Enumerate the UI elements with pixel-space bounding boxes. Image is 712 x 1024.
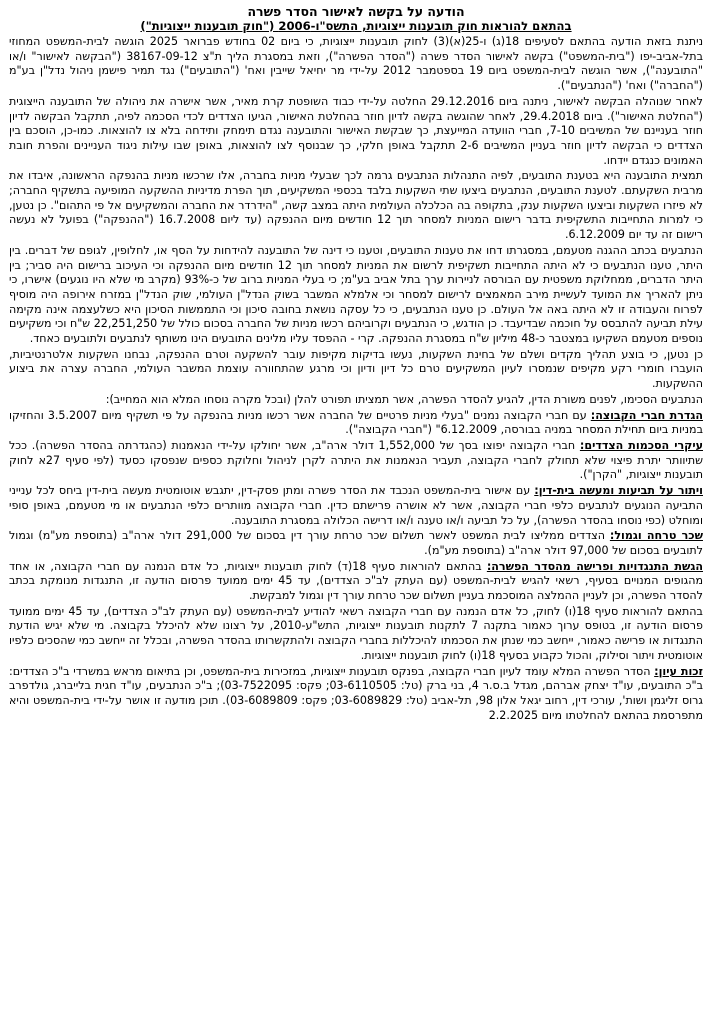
settlement-intro-paragraph: הנתבעים הסכימו, לפנים משורת הדין, להגיע להסדר הפשרה, אשר תמציתו תפורט להלן (ובכל מקרה נוסחו המלא הוא המחייב): xyxy=(105,392,703,406)
section-objections xyxy=(9,560,703,604)
claim-summary-paragraph: תמצית התובענה היא בטענת התובעים, לפיה התנהלות הנתבעים גרמה לכך שבעלי מניות בחברה, אלו שרכשו מניות בהנפקה הראשונה, איבדו את מרבית השקעתם. לטענת התובעים, הנתבעים ביצעו שתי השקעות בלבד בכספי המשקיעים, תוך הפרת מדיניות ההשקעה המופיעה בתשקיף החברה; לא פיזרו השקעות וביצעו השקעות ענק, בתקופה בה הכלכלה העולמית היתה במצב קשה, "הידרדר את החברה והמשקיעים אל פי התהום". כן נטען, כי למרות התחייבות התשקיפית בדבר רישום המניות למסחר תוך 12 חודשים מיום ההנפקה (עד ליום 16.7.2008 ("ההנפקה") בפועל לא נעשה רישום זה עד יום 6.12.2009. xyxy=(9,169,704,242)
section-class-definition xyxy=(9,409,703,438)
notice-title: הודעה על בקשה לאישור הסדר פשרה xyxy=(247,4,465,19)
review-text: הסדר הפשרה המלא עומד לעיון חברי הקבוצה, בפנקס תובענות ייצוגיות, במזכירות בית-המשפט, וכן בתיאום מראש במשרדי ב"כ הצדדים: ב"כ התובעים, עו"ד יצחק אברהם, מגדל ב.ס.ר 4, בני ברק (טל: 03-6110505; פקס: 03-7522095); ב"כ הנתבעים, עו"ד חגית בלייברג, גולדפרב גרוס זליגמן ושות', עורכי דין, רחוב יגאל אלון 98, תל-אביב (טל: 03-6089829; פקס: 03-6089809). תוכן מודעה זו אושר על-ידי בית-המשפט והיא מתפרסמת בהתאם להחלטתו מיום 2.2.2025 xyxy=(9,664,704,722)
section-heading: ויתור על תביעות ומעשה בית-דין: xyxy=(534,484,703,498)
section-text: עם חברי הקבוצה נמנים "בעלי מניות פרטיים של החברה אשר רכשו מניות בהנפקה על פי תשקיף מיום 3.5.2007 והחזיקו במניות ביום תחילת המסחר במניה בבורסה, 6.12.2009" ("חברי הקבוצה"). xyxy=(9,408,703,437)
intro-paragraph: ניתנת בזאת הודעה בהתאם לסעיפים 18(ג) ו-25(א)(3) לחוק תובענות ייצוגיות, כי ביום 02 בחודש פברואר 2025 הוגשה לבית-המשפט המחוזי בתל-אביב-יפו ("בית-המשפט") בקשה לאישור הסדר פשרה ("הסדר הפשרה"), וזאת במסגרת הליך ת"צ 38167-09-12 ("הבקשה לאישור" ו/או "התובענה"), אשר הוגשה לבית-המשפט ביום 19 בספטמבר 2012 על-ידי מר יחיאל שייבין ואח' ("התובעים") נגד תמיר פישמן ניהול נדל"ן בע"מ ("החברה") ואח' ("הנתבעים"). xyxy=(9,35,704,93)
section-heading: הגדרת חברי הקבוצה: xyxy=(590,408,703,422)
section-settlement-terms xyxy=(9,439,703,483)
section-text: הצדדים ממליצו לבית המשפט לאשר תשלום שכר טרחת עורך דין בסכום של 291,000 דולר ארה"ב (בתוספת מע"מ) וגמול לתובעים בסכום של 97,000 דולר ארה"ב (בתוספת מע"מ). xyxy=(9,529,703,557)
notice-subtitle: בהתאם להוראות חוק תובענות ייצוגיות, התשס"ו-2006 ("חוק תובענות ייצוגיות") xyxy=(140,19,572,33)
section-fees xyxy=(9,529,703,558)
section-text: בהתאם להוראות סעיף 18(ד) לחוק תובענות ייצוגיות, כל אדם הנמנה עם חברי הקבוצה, או אחד מהגופים המנויים בסעיף, רשאי להגיש לבית-המשפט (עם העתק לב"כ הצדדים), עד 45 ימים ממועד פרסום הודעה זו, התנגדות מנומקת בכתב להסדר הפשרה, וכן לעניין ההמלצה המוסכמת בעניין תשלום שכר טרחת עורך דין וגמול למבקשת. xyxy=(9,559,703,603)
section-waiver xyxy=(9,484,703,528)
defense-continued-paragraph: כן נטען, כי בוצע תהליך מקדים ושלם של בחינת השקעות, נעשו בדיקות מקיפות עובר להשקעה וטרם ההנפקה, נבחנו השקעות אלטרנטיביות, הועברו חומרי רקע מקיפים שנמסרו לעיון המשקיעים טרם כל דיון ודיון וכי מרגע שהתחוורה עוצמת המשבר העולמי, החברה עצרה את ביצוע ההשקעות. xyxy=(9,347,703,391)
review-heading: זכות עיון: xyxy=(654,664,703,678)
section-heading: עיקרי הסכמות הצדדים: xyxy=(579,438,703,452)
opt-out-paragraph: בהתאם להוראות סעיף 18(ו) לחוק, כל אדם הנמנה עם חברי הקבוצה רשאי להודיע לבית-המשפט (עם העתק לב"כ הצדדים), עד 45 ימים ממועד פרסום הודעה זו, בטופס ערוך כאמור בתקנה 7 לתקנות תובענות ייצוגיות, התש"ע-2010, על רצונו שלא להיכלל בקבוצה. מי שלא יגיש הודעת התנגדות או פרישה כאמור, ייחשב כמי שנתן את הסכמתו להיכללות בחברי הקבוצה ולהתקשרותו בהסדר הפשרה, ובכלל זה ייחשב כמי שהסכים כלפיו אוטומטית ויתור וסילוק, והכול כקבוע בסעיף 18(ו) לחוק תובענות ייצוגיות. xyxy=(9,604,703,662)
section-heading: הגשת התנגדויות ופרישה מהסדר הפשרה: xyxy=(486,559,703,573)
section-text: עם אישור בית-המשפט הנכבד את הסדר פשרה ומתן פסק-דין, יתגבש אוטומטית מעשה בית-דין ביחס לכל ענייני התביעה הנוגעים לנתבעים כלפי חברי הקבוצה, אשר לא אושרה פרישתם כדין. חברי הקבוצה מוותרים כלפי הנתבעים או מי מטעמם, באופן סופי ומוחלט (כפי נוסחו בהסדר הפשרה), על כל תביעה ו/או טענה ו/או דרישה הכלולה במסגרת התובענה. xyxy=(9,484,703,527)
section-text: חברי הקבוצה יפוצו בסך של 1,552,000 דולר ארה"ב, אשר יחולקו על-ידי הנאמנות (כהגדרתה בהסדר הפשרה). ככל שתיוותר יתרת פיצוי שלא תחולק לחברי הקבוצה, תעביר הנאמנות את היתרה לקרן לניהול וחלוקת כספים שנפסקו כסעד (לפי סעיף 27א לחוק תובענות ייצוגיות, "הקרן"). xyxy=(9,438,704,482)
section-heading: שכר טרחה וגמול: xyxy=(609,529,703,543)
section-review-rights xyxy=(9,665,703,724)
defense-paragraph: הנתבעים בכתב ההגנה מטעמם, במסגרתו דחו את טענות התובעים, וטענו כי דינה של התובענה להידחות על הסף או, לחלופין, לגופם של דברים. בין היתר, טענו הנתבעים כי לא היתה התחייבות תשקיפית לרשום את המניות למסחר תוך 12 חודשים מיום ההנפקה וכי העיכוב ברישום היה סביר; בין היתר הדברים, ממחלוקת משפטית עם הבורסה לניירות ערך בתל אביב בע"מ; כי בעלי המניות ברוב של כ-93% (מקרב מי שלא היו נוגעים) אישרו, כי ניתן להאריך את המועד לעשיית מירב המאמצים לרישום למסחר וכי אלמלא המשבר בשוק הנדל"ן העולמי, שוק הנדל"ן במזרח אירופה היה מוסיף לפרוח והעבודה זו לא היתה באה אל העולם. כן טענו הנתבעים, כי כל עסקה נושאת בחובה סיכון וכי התממשות הסיכון היא כשלעצמה אינה מקימה עילת תביעה להתבסס על חוכמה שבדיעבד. כן הודגש, כי הנתבעים וקרוביהם רכשו מניות של החברה בסכום כולל של 22,251,250 ש"ח וכי משקיעים נוספים מטעמם השקיעו במצטבר כ-48 מיליון ש"ח במסגרת ההנפקה. קרי - ההפסד עליו מלינים התובעים הינו משותף לנתבעים ולתובעים כאחד. xyxy=(9,243,703,346)
approval-paragraph: לאחר שנוהלה הבקשה לאישור, ניתנה ביום 29.12.2016 החלטה על-ידי כבוד השופטת קרת מאיר, אשר אישרה את ניהולה של התובענה הייצוגית ("החלטת האישור"). ביום 29.4.2018, לאחר שהוגשה בקשה לדיון חוזר בהחלטת האישור, הגיעו הצדדים לכדי הסכמה לפיה, תתקבל הבקשה לדיון חוזר בעניינם של המשיבים 7-10, חברי הוועדה המייעצת, כך שבקשת האישור והתובענה נגדם תימחק ותידחה בלא צו להוצאות. כמו-כן, הוסכם בין הצדדים כי הבקשה לדיון חוזר בעניין המשיבים 2-6 תתקבל באופן חלקי, כך שבנוסף לצו להוצאות, באופן שבו עילות ניגוד העניינים והפרת חובת האמונים כנגדם יידחו. xyxy=(9,94,703,167)
